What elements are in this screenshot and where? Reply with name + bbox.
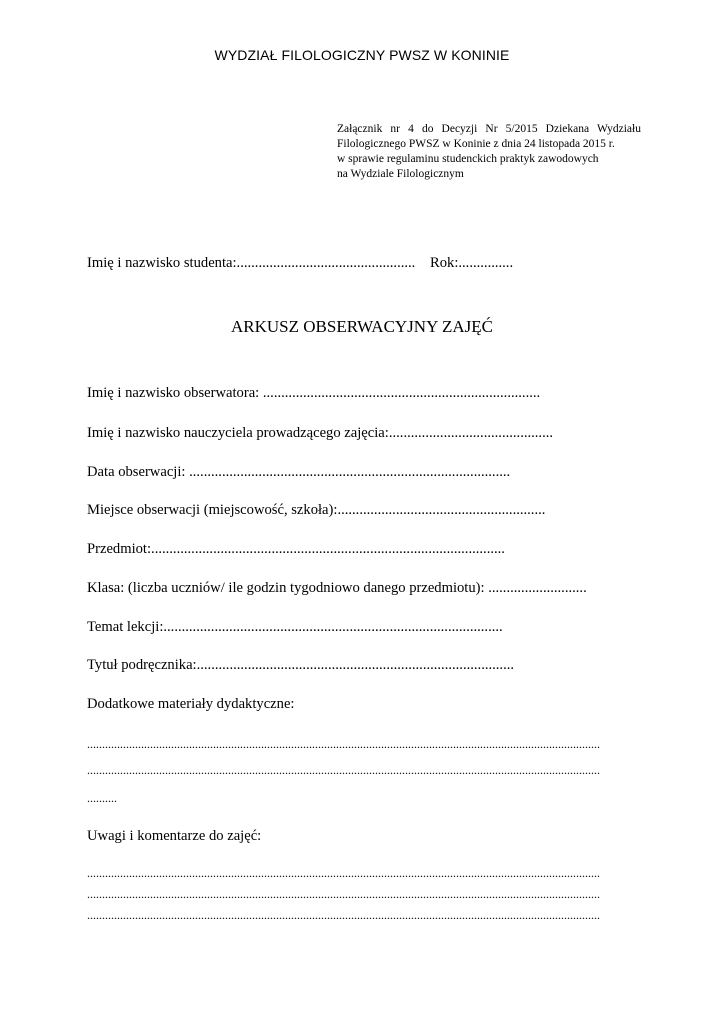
observation-place-field: Miejsce obserwacji (miejscowość, szkoła):......................................................... xyxy=(87,502,546,518)
textbook-title-field: Tytuł podręcznika:....................................................................................... xyxy=(87,657,515,673)
materials-line: ........................................................................................................................................................................... xyxy=(87,763,600,777)
comments-line: ........................................................................................................................................................................... xyxy=(87,887,600,901)
comments-label: Uwagi i komentarze do zajęć: xyxy=(87,828,262,844)
student-name-field: Imię i nazwisko studenta:................................................. xyxy=(87,255,416,271)
attachment-note-line: Załącznik nr 4 do Decyzji Nr 5/2015 Dziekana Wydziału xyxy=(337,123,641,135)
subject-field: Przedmiot:................................................................................................. xyxy=(87,541,505,557)
class-field: Klasa: (liczba uczniów/ ile godzin tygodniowo danego przedmiotu): ........................... xyxy=(87,580,587,596)
lesson-topic-field: Temat lekcji:............................................................................................. xyxy=(87,619,503,635)
materials-line: .......... xyxy=(87,791,117,805)
observation-date-field: Data obserwacji: ........................................................................................ xyxy=(87,464,511,480)
faculty-header: WYDZIAŁ FILOLOGICZNY PWSZ W KONINIE xyxy=(214,47,510,63)
page-title: ARKUSZ OBSERWACYJNY ZAJĘĆ xyxy=(231,317,493,336)
comments-line: ........................................................................................................................................................................... xyxy=(87,908,600,922)
observer-name-field: Imię i nazwisko obserwatora: ............................................................................ xyxy=(87,385,541,401)
teacher-name-field: Imię i nazwisko nauczyciela prowadzącego zajęcia:............................................. xyxy=(87,425,554,441)
year-field: Rok:............... xyxy=(430,255,514,271)
comments-line: ........................................................................................................................................................................... xyxy=(87,866,600,880)
attachment-note-line: na Wydziale Filologicznym xyxy=(337,168,464,180)
materials-label: Dodatkowe materiały dydaktyczne: xyxy=(87,696,295,712)
materials-line: ........................................................................................................................................................................... xyxy=(87,737,600,751)
attachment-note xyxy=(337,122,641,182)
attachment-note-line: w sprawie regulaminu studenckich praktyk zawodowych xyxy=(337,153,599,165)
attachment-note-line: Filologicznego PWSZ w Koninie z dnia 24 listopada 2015 r. xyxy=(337,138,615,150)
